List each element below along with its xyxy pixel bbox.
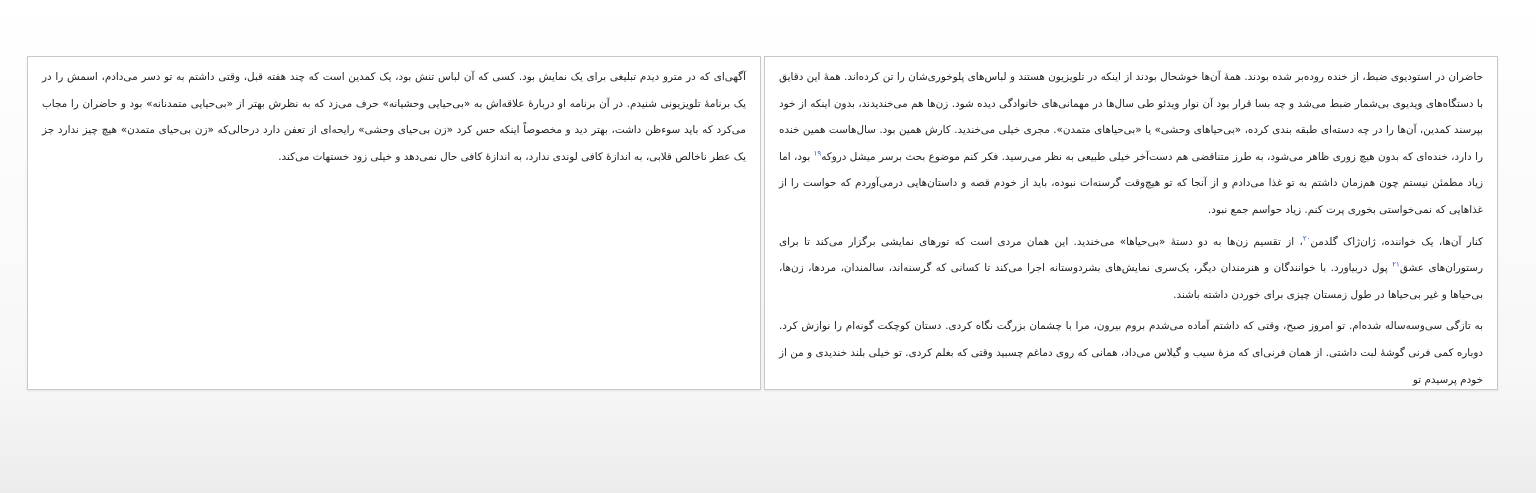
paragraph: [779, 313, 1483, 390]
page-text: [42, 64, 746, 170]
page-text: [779, 64, 1483, 390]
paragraph-text: کنار آن‌ها، یک خواننده، ژان‌ژاک گلدمن: [1310, 235, 1483, 248]
paragraph-text: ، از تقسیم زن‌ها به دو دستهٔ «بی‌حیاها» می‌خندید. این همان مردی است که تورهای نمایشی برگزار می‌کند تا برای رستوران‌های عشق: [779, 235, 1483, 275]
paragraph-text: آگهی‌ای که در مترو دیدم تبلیغی برای یک نمایش بود. کسی که آن لباس تنش بود، یک کمدین است که چند هفته قبل، وقتی داشتم به تو دسر می‌دادم، اسمش را در یک برنامهٔ تلویزیونی شنیدم. در آن برنامه او دربارهٔ علاقه‌اش به «بی‌حیایی وحشیانه» حرف می‌زد که به نظرش بهتر از «بی‌حیایی متمدنانه» بود و حاضران را مجاب می‌کرد که باید سوءظن داشت، بهتر دید و مخصوصاً اینکه حس کرد «زن بی‌حیای وحشی» رایحه‌ای از تعفن دارد درحالی‌که «زن بی‌حیای متمدن» هیچ چیز ندارد جز یک عطر ناخالص قلابی، به اندازهٔ کافی لوندی ندارد، به اندازهٔ کافی حال نمی‌دهد و خیلی زود خستهات می‌کند.: [42, 71, 746, 163]
footnote-marker[interactable]: ۲۱: [1392, 260, 1400, 269]
document-page-left: [27, 56, 761, 390]
paragraph: [779, 229, 1483, 309]
footnote-marker[interactable]: ۱۹: [813, 149, 822, 158]
paragraph: [779, 64, 1483, 224]
paragraph-text: بود، اما زیاد مطمئن نیستم چون هم‌زمان داشتم به تو غذا می‌دادم و از آنجا که تو هیچ‌وقت گرسنه‌ات نبوده، باید از خودم قصه و داستان‌هایی درمی‌آوردم که حواست را از غذاهایی که نمی‌خواستی بخوری پرت کنم. زیاد حواسم جمع نبود.: [779, 150, 1483, 216]
paragraph: [42, 64, 746, 170]
document-page-right: [764, 56, 1498, 390]
document-viewer[interactable]: [27, 56, 1499, 390]
footnote-marker[interactable]: ۲۰: [1302, 234, 1311, 243]
paragraph-text: پول دربیاورد. با خوانندگان و هنرمندان دیگر، یک‌سری نمایش‌های بشردوستانه اجرا می‌کند تا کسانی که گرسنه‌اند، سالمندان، مردها، زن‌ها، بی‌حیاها و غیر بی‌حیاها در طول زمستان چیزی برای خوردن داشته باشند.: [779, 262, 1483, 301]
paragraph-text: حاضران در استودیوی ضبط، از خنده روده‌بر شده بودند. همهٔ آن‌ها خوشحال بودند از اینکه در تلویزیون هستند و لباس‌های پلوخوری‌شان را تن کرده‌اند. همهٔ این دقایق با دستگاه‌های ویدیوی بی‌شمار ضبط می‌شد و چه بسا قرار بود آن نوار ویدئو طی سال‌ها در مهمانی‌های خانوادگی دیده شود. زن‌ها هم می‌خندیدند، بدون اینکه از خود بپرسند کمدین، آن‌ها را در چه دسته‌ای طبقه بندی کرده، «بی‌حیاهای وحشی» یا «بی‌حیاهای متمدن». مجری خیلی می‌خندید. کارش همین بود. سال‌هاست همین خنده را دارد، خنده‌ای که بدون هیچ زوری ظاهر می‌شود، به طرز متناقضی هم دست‌آخر خیلی طبیعی به نظر می‌رسید. فکر کنم موضوع بحث برسر میشل دروکه: [779, 71, 1483, 163]
paragraph-text: به تازگی سی‌وسه‌ساله شده‌ام. تو امروز صبح، وقتی که داشتم آماده می‌شدم بروم بیرون، مرا با چشمان بزرگت نگاه کردی. دستان کوچکت گونه‌ام را نوازش کرد. دوباره کمی فرنی گوشهٔ لبت داشتی. از همان فرنی‌ای که مزهٔ سیب و گیلاس می‌داد، همانی که روی دماغم چسبید وقتی که بغلم کردی. تو خیلی بلند خندیدی و من از خودم پرسیدم تو: [779, 320, 1483, 386]
